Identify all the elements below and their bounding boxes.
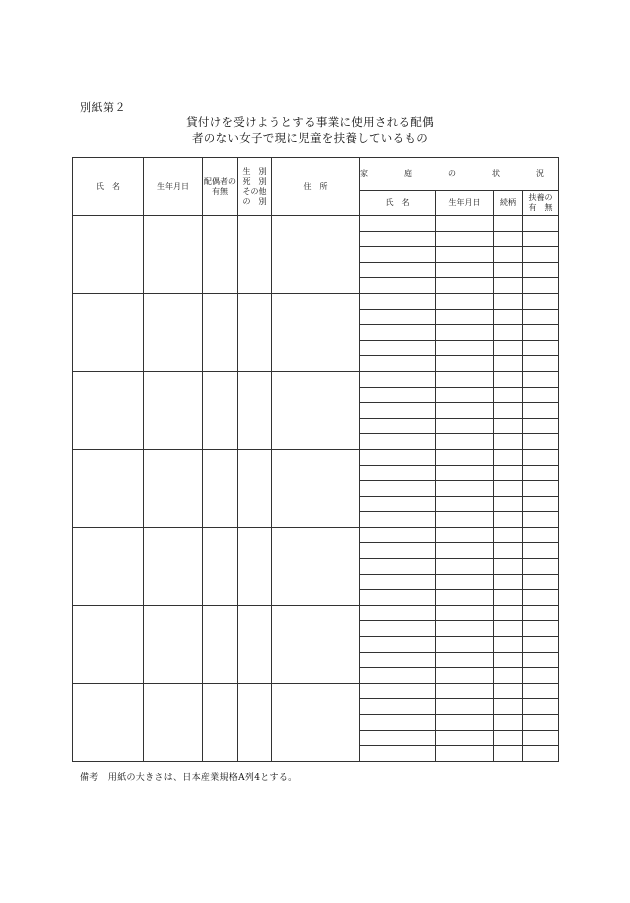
applicant-spouse-cell [203, 371, 238, 449]
family-dob-cell [436, 637, 494, 653]
applicant-status-cell [238, 527, 272, 605]
table-row [73, 371, 559, 387]
applicant-name-cell [73, 683, 144, 761]
family-relation-cell [494, 668, 523, 684]
form-number-label: 別紙第２ [80, 101, 126, 114]
family-name-cell [360, 293, 436, 309]
header-relationship: 続柄 [494, 191, 523, 216]
family-relation-cell [494, 590, 523, 606]
table-row [73, 527, 559, 543]
family-dob-cell [436, 371, 494, 387]
applicant-status-cell [238, 449, 272, 527]
family-dob-cell [436, 590, 494, 606]
applicant-status-cell [238, 293, 272, 371]
family-dependent-cell [523, 418, 559, 434]
applicant-address-cell [272, 216, 360, 294]
family-relation-cell [494, 699, 523, 715]
family-name-cell [360, 278, 436, 294]
family-relation-cell [494, 387, 523, 403]
table-row [73, 293, 559, 309]
applicant-dob-cell [144, 683, 203, 761]
family-relation-cell [494, 449, 523, 465]
family-name-cell [360, 637, 436, 653]
table-row [73, 605, 559, 621]
family-dependent-cell [523, 668, 559, 684]
family-dependent-cell [523, 512, 559, 528]
family-dob-cell [436, 496, 494, 512]
family-dob-cell [436, 683, 494, 699]
family-name-cell [360, 730, 436, 746]
footnote: 備考 用紙の大きさは、日本産業規格A列4とする。 [80, 773, 298, 783]
family-dob-cell [436, 512, 494, 528]
family-dob-cell [436, 574, 494, 590]
applicant-spouse-cell [203, 527, 238, 605]
family-dependent-cell [523, 574, 559, 590]
family-dependent-cell [523, 652, 559, 668]
family-relation-cell [494, 247, 523, 263]
header-dependent-line-1: 扶養の [528, 193, 553, 202]
family-name-cell [360, 247, 436, 263]
family-dob-cell [436, 730, 494, 746]
family-dob-cell [436, 652, 494, 668]
family-relation-cell [494, 340, 523, 356]
family-dob-cell [436, 325, 494, 341]
family-name-cell [360, 481, 436, 497]
header-address: 住 所 [272, 158, 360, 216]
applicant-name-cell [73, 605, 144, 683]
family-relation-cell [494, 481, 523, 497]
family-dependent-cell [523, 559, 559, 575]
family-dependent-cell [523, 371, 559, 387]
family-relation-cell [494, 605, 523, 621]
form-title-line-1: 貸付けを受けようとする事業に使用される配偶 [186, 115, 434, 129]
family-name-cell [360, 309, 436, 325]
family-dob-cell [436, 559, 494, 575]
family-name-cell [360, 262, 436, 278]
family-name-cell [360, 652, 436, 668]
header-status-line-1: 生 別 [242, 166, 267, 176]
family-dependent-cell [523, 637, 559, 653]
family-name-cell [360, 668, 436, 684]
applicant-address-cell [272, 293, 360, 371]
header-name: 氏 名 [73, 158, 144, 216]
applicant-table-body [73, 216, 559, 762]
applicant-address-cell [272, 605, 360, 683]
family-dependent-cell [523, 465, 559, 481]
family-dob-cell [436, 403, 494, 419]
applicant-address-cell [272, 371, 360, 449]
family-relation-cell [494, 231, 523, 247]
applicant-spouse-cell [203, 605, 238, 683]
family-dob-cell [436, 262, 494, 278]
applicant-name-cell [73, 293, 144, 371]
applicant-name-cell [73, 371, 144, 449]
family-name-cell [360, 356, 436, 372]
family-dependent-cell [523, 262, 559, 278]
applicant-spouse-cell [203, 293, 238, 371]
family-name-cell [360, 699, 436, 715]
family-relation-cell [494, 527, 523, 543]
family-name-cell [360, 605, 436, 621]
applicant-name-cell [73, 216, 144, 294]
family-dependent-cell [523, 746, 559, 762]
family-dependent-cell [523, 496, 559, 512]
family-name-cell [360, 543, 436, 559]
family-name-cell [360, 418, 436, 434]
family-dependent-cell [523, 715, 559, 731]
family-dob-cell [436, 449, 494, 465]
family-name-cell [360, 216, 436, 232]
family-relation-cell [494, 715, 523, 731]
family-dependent-cell [523, 621, 559, 637]
header-status-line-2: 死 別 [242, 176, 267, 186]
family-dob-cell [436, 668, 494, 684]
family-name-cell [360, 325, 436, 341]
family-name-cell [360, 371, 436, 387]
family-relation-cell [494, 574, 523, 590]
family-name-cell [360, 683, 436, 699]
family-dob-cell [436, 527, 494, 543]
family-dob-cell [436, 231, 494, 247]
form-title [160, 114, 460, 146]
applicant-status-cell [238, 683, 272, 761]
header-status-line-3: その他 [242, 186, 267, 196]
header-family-status: 家 庭 の 状 況 [360, 158, 559, 191]
family-name-cell [360, 590, 436, 606]
family-dependent-cell [523, 278, 559, 294]
family-name-cell [360, 340, 436, 356]
header-spouse: 配偶者の有無 [203, 158, 238, 216]
applicant-spouse-cell [203, 683, 238, 761]
family-dependent-cell [523, 481, 559, 497]
family-relation-cell [494, 683, 523, 699]
family-dependent-cell [523, 543, 559, 559]
applicant-name-cell [73, 449, 144, 527]
applicant-dob-cell [144, 371, 203, 449]
family-dob-cell [436, 605, 494, 621]
applicant-spouse-cell [203, 449, 238, 527]
family-dob-cell [436, 293, 494, 309]
family-relation-cell [494, 278, 523, 294]
table-row [73, 683, 559, 699]
family-dob-cell [436, 278, 494, 294]
family-name-cell [360, 574, 436, 590]
family-name-cell [360, 434, 436, 450]
family-dob-cell [436, 418, 494, 434]
family-name-cell [360, 449, 436, 465]
family-name-cell [360, 231, 436, 247]
family-dependent-cell [523, 590, 559, 606]
family-dependent-cell [523, 325, 559, 341]
family-relation-cell [494, 730, 523, 746]
family-dependent-cell [523, 309, 559, 325]
family-relation-cell [494, 418, 523, 434]
header-dependent [523, 191, 559, 216]
applicant-dob-cell [144, 293, 203, 371]
family-relation-cell [494, 356, 523, 372]
family-name-cell [360, 621, 436, 637]
family-relation-cell [494, 637, 523, 653]
family-dependent-cell [523, 730, 559, 746]
family-dob-cell [436, 340, 494, 356]
applicant-status-cell [238, 605, 272, 683]
applicant-dob-cell [144, 449, 203, 527]
form-title-line-2: 者のない女子で現に児童を扶養しているもの [192, 131, 428, 145]
family-dependent-cell [523, 216, 559, 232]
family-relation-cell [494, 512, 523, 528]
family-dependent-cell [523, 293, 559, 309]
family-name-cell [360, 403, 436, 419]
applicant-table [72, 157, 559, 762]
applicant-address-cell [272, 527, 360, 605]
family-dob-cell [436, 434, 494, 450]
family-dob-cell [436, 746, 494, 762]
family-relation-cell [494, 746, 523, 762]
family-dob-cell [436, 216, 494, 232]
family-dependent-cell [523, 527, 559, 543]
table-row [73, 449, 559, 465]
applicant-address-cell [272, 683, 360, 761]
applicant-status-cell [238, 371, 272, 449]
family-name-cell [360, 496, 436, 512]
family-name-cell [360, 512, 436, 528]
family-relation-cell [494, 371, 523, 387]
family-name-cell [360, 465, 436, 481]
family-dependent-cell [523, 449, 559, 465]
family-dob-cell [436, 699, 494, 715]
family-dependent-cell [523, 434, 559, 450]
family-dob-cell [436, 543, 494, 559]
applicant-spouse-cell [203, 216, 238, 294]
family-name-cell [360, 746, 436, 762]
applicant-dob-cell [144, 527, 203, 605]
family-dob-cell [436, 465, 494, 481]
family-dependent-cell [523, 387, 559, 403]
applicant-dob-cell [144, 605, 203, 683]
family-name-cell [360, 527, 436, 543]
family-relation-cell [494, 465, 523, 481]
applicant-name-cell [73, 527, 144, 605]
family-dependent-cell [523, 340, 559, 356]
family-name-cell [360, 387, 436, 403]
family-dob-cell [436, 356, 494, 372]
family-dependent-cell [523, 699, 559, 715]
header-family-name: 氏 名 [360, 191, 436, 216]
family-relation-cell [494, 309, 523, 325]
family-relation-cell [494, 496, 523, 512]
family-dob-cell [436, 715, 494, 731]
header-status-line-4: の 別 [242, 196, 267, 206]
family-dependent-cell [523, 231, 559, 247]
family-relation-cell [494, 559, 523, 575]
family-relation-cell [494, 216, 523, 232]
family-dob-cell [436, 387, 494, 403]
family-name-cell [360, 715, 436, 731]
family-relation-cell [494, 403, 523, 419]
header-dependent-line-2: 有 無 [528, 203, 553, 212]
family-relation-cell [494, 434, 523, 450]
family-dependent-cell [523, 247, 559, 263]
family-relation-cell [494, 293, 523, 309]
family-dob-cell [436, 481, 494, 497]
family-name-cell [360, 559, 436, 575]
header-date-of-birth: 生年月日 [144, 158, 203, 216]
header-bereavement-status [238, 158, 272, 216]
family-dependent-cell [523, 356, 559, 372]
family-dependent-cell [523, 605, 559, 621]
family-relation-cell [494, 262, 523, 278]
family-dependent-cell [523, 403, 559, 419]
applicant-address-cell [272, 449, 360, 527]
applicant-dob-cell [144, 216, 203, 294]
family-relation-cell [494, 543, 523, 559]
header-family-date-of-birth: 生年月日 [436, 191, 494, 216]
family-relation-cell [494, 652, 523, 668]
family-relation-cell [494, 325, 523, 341]
family-dob-cell [436, 247, 494, 263]
table-row [73, 216, 559, 232]
applicant-status-cell [238, 216, 272, 294]
family-relation-cell [494, 621, 523, 637]
family-dob-cell [436, 621, 494, 637]
family-dependent-cell [523, 683, 559, 699]
family-dob-cell [436, 309, 494, 325]
